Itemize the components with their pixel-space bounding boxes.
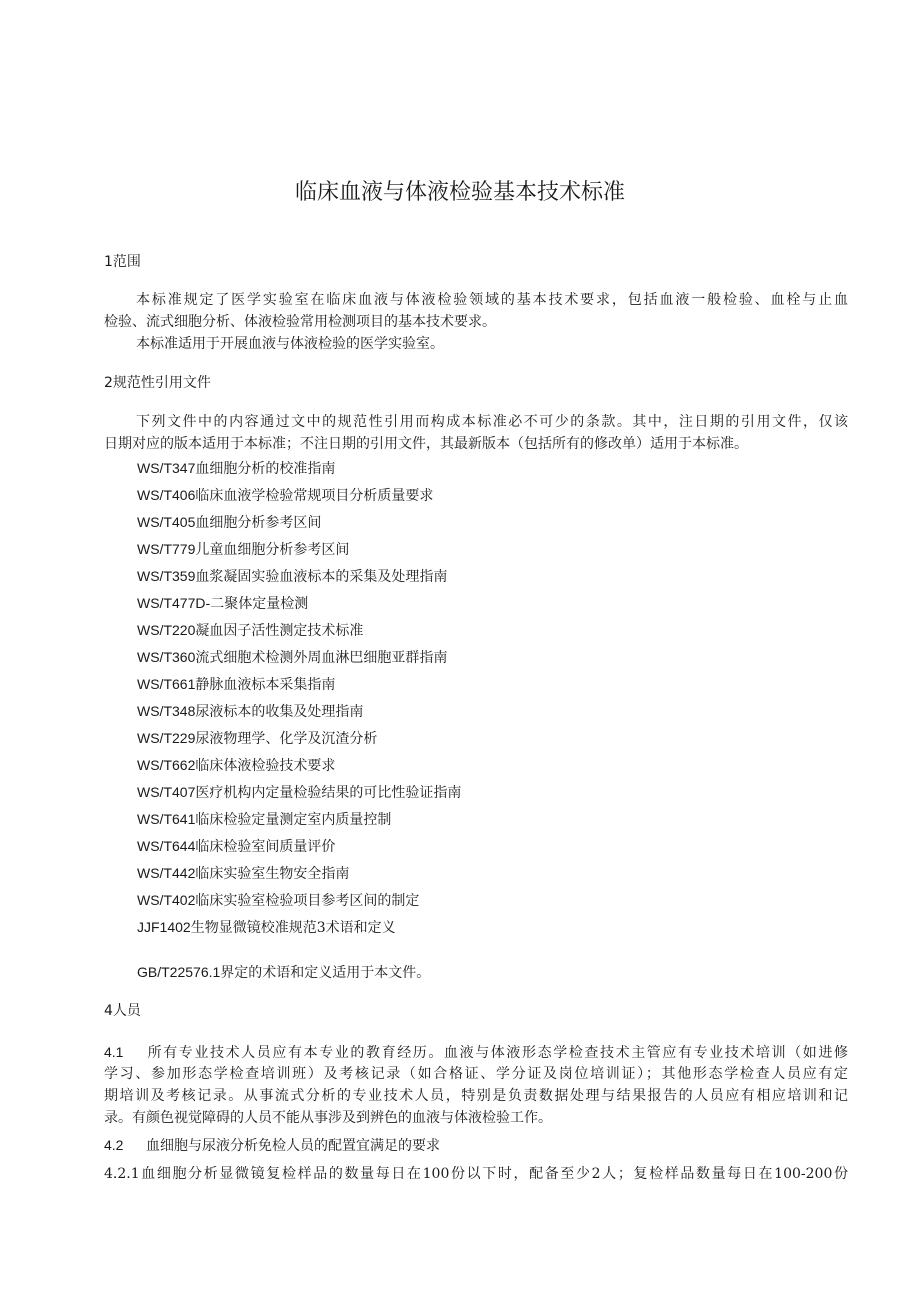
reference-item: WS/T442临床实验室生物安全指南 xyxy=(137,865,350,882)
reference-item: WS/T348尿液标本的收集及处理指南 xyxy=(137,703,364,720)
clause-4-1-line-2: 学习、参加形态学检查培训班）及考核记录（如合格证、学分证及岗位培训证）；其他形态学检查人员应有定 xyxy=(104,1066,848,1082)
clause-4-2: 4.2 血细胞与尿液分析免检人员的配置宜满足的要求 xyxy=(104,1137,440,1154)
reference-item: WS/T359血浆凝固实验血液标本的采集及处理指南 xyxy=(137,568,448,585)
reference-item: WS/T229尿液物理学、化学及沉渣分析 xyxy=(137,730,378,747)
section-3-definition: GB/T22576.1界定的术语和定义适用于本文件。 xyxy=(137,964,431,981)
reference-item: WS/T347血细胞分析的校准指南 xyxy=(137,460,336,477)
section-4-heading: 4人员 xyxy=(104,1003,141,1019)
clause-4-2-1: 4.2.1血细胞分析显微镜复检样品的数量每日在100份以下时，配备至少2人；复检样品数量每日在100-200份 xyxy=(104,1166,848,1182)
clause-4-1-line-4: 录。有颜色视觉障碍的人员不能从事涉及到辨色的血液与体液检验工作。 xyxy=(104,1110,552,1126)
document-title: 临床血液与体液检验基本技术标准 xyxy=(294,180,625,205)
reference-item: WS/T477D-二聚体定量检测 xyxy=(137,595,309,612)
reference-item: WS/T662临床体液检验技术要求 xyxy=(137,757,336,774)
reference-item: WS/T661静脉血液标本采集指南 xyxy=(137,676,336,693)
section-2-paragraph-line-2: 日期对应的版本适用于本标准；不注日期的引用文件，其最新版本（包括所有的修改单）适用于本标准。 xyxy=(104,436,748,452)
section-1-paragraph-1-line-1: 本标准规定了医学实验室在临床血液与体液检验领域的基本技术要求，包括血液一般检验、血栓与止血 xyxy=(136,292,848,308)
reference-item: WS/T406临床血液学检验常规项目分析质量要求 xyxy=(137,487,434,504)
reference-item: WS/T779儿童血细胞分析参考区间 xyxy=(137,541,350,558)
reference-item: WS/T641临床检验定量测定室内质量控制 xyxy=(137,811,392,828)
reference-item: WS/T644临床检验室间质量评价 xyxy=(137,838,336,855)
section-1-paragraph-2: 本标准适用于开展血液与体液检验的医学实验室。 xyxy=(136,336,444,352)
reference-item: WS/T405血细胞分析参考区间 xyxy=(137,514,322,531)
clause-4-1-line-1: 4.1 所有专业技术人员应有本专业的教育经历。血液与体液形态学检查技术主管应有专业技术培训（如进修 xyxy=(104,1044,848,1061)
clause-4-1-line-3: 期培训及考核记录。从事流式分析的专业技术人员，特别是负责数据处理与结果报告的人员应有相应培训和记 xyxy=(104,1088,848,1104)
reference-item: JJF1402生物显微镜校准规范3术语和定义 xyxy=(137,919,396,936)
reference-item: WS/T360流式细胞术检测外周血淋巴细胞亚群指南 xyxy=(137,649,448,666)
reference-item: WS/T402临床实验室检验项目参考区间的制定 xyxy=(137,892,420,909)
section-1-paragraph-1-line-2: 检验、流式细胞分析、体液检验常用检测项目的基本技术要求。 xyxy=(104,314,496,330)
section-1-heading: 1范围 xyxy=(104,254,141,270)
reference-item: WS/T220凝血因子活性测定技术标准 xyxy=(137,622,364,639)
section-2-paragraph-line-1: 下列文件中的内容通过文中的规范性引用而构成本标准必不可少的条款。其中，注日期的引用文件，仅该 xyxy=(136,414,848,430)
section-2-heading: 2规范性引用文件 xyxy=(104,375,211,391)
reference-item: WS/T407医疗机构内定量检验结果的可比性验证指南 xyxy=(137,784,462,801)
